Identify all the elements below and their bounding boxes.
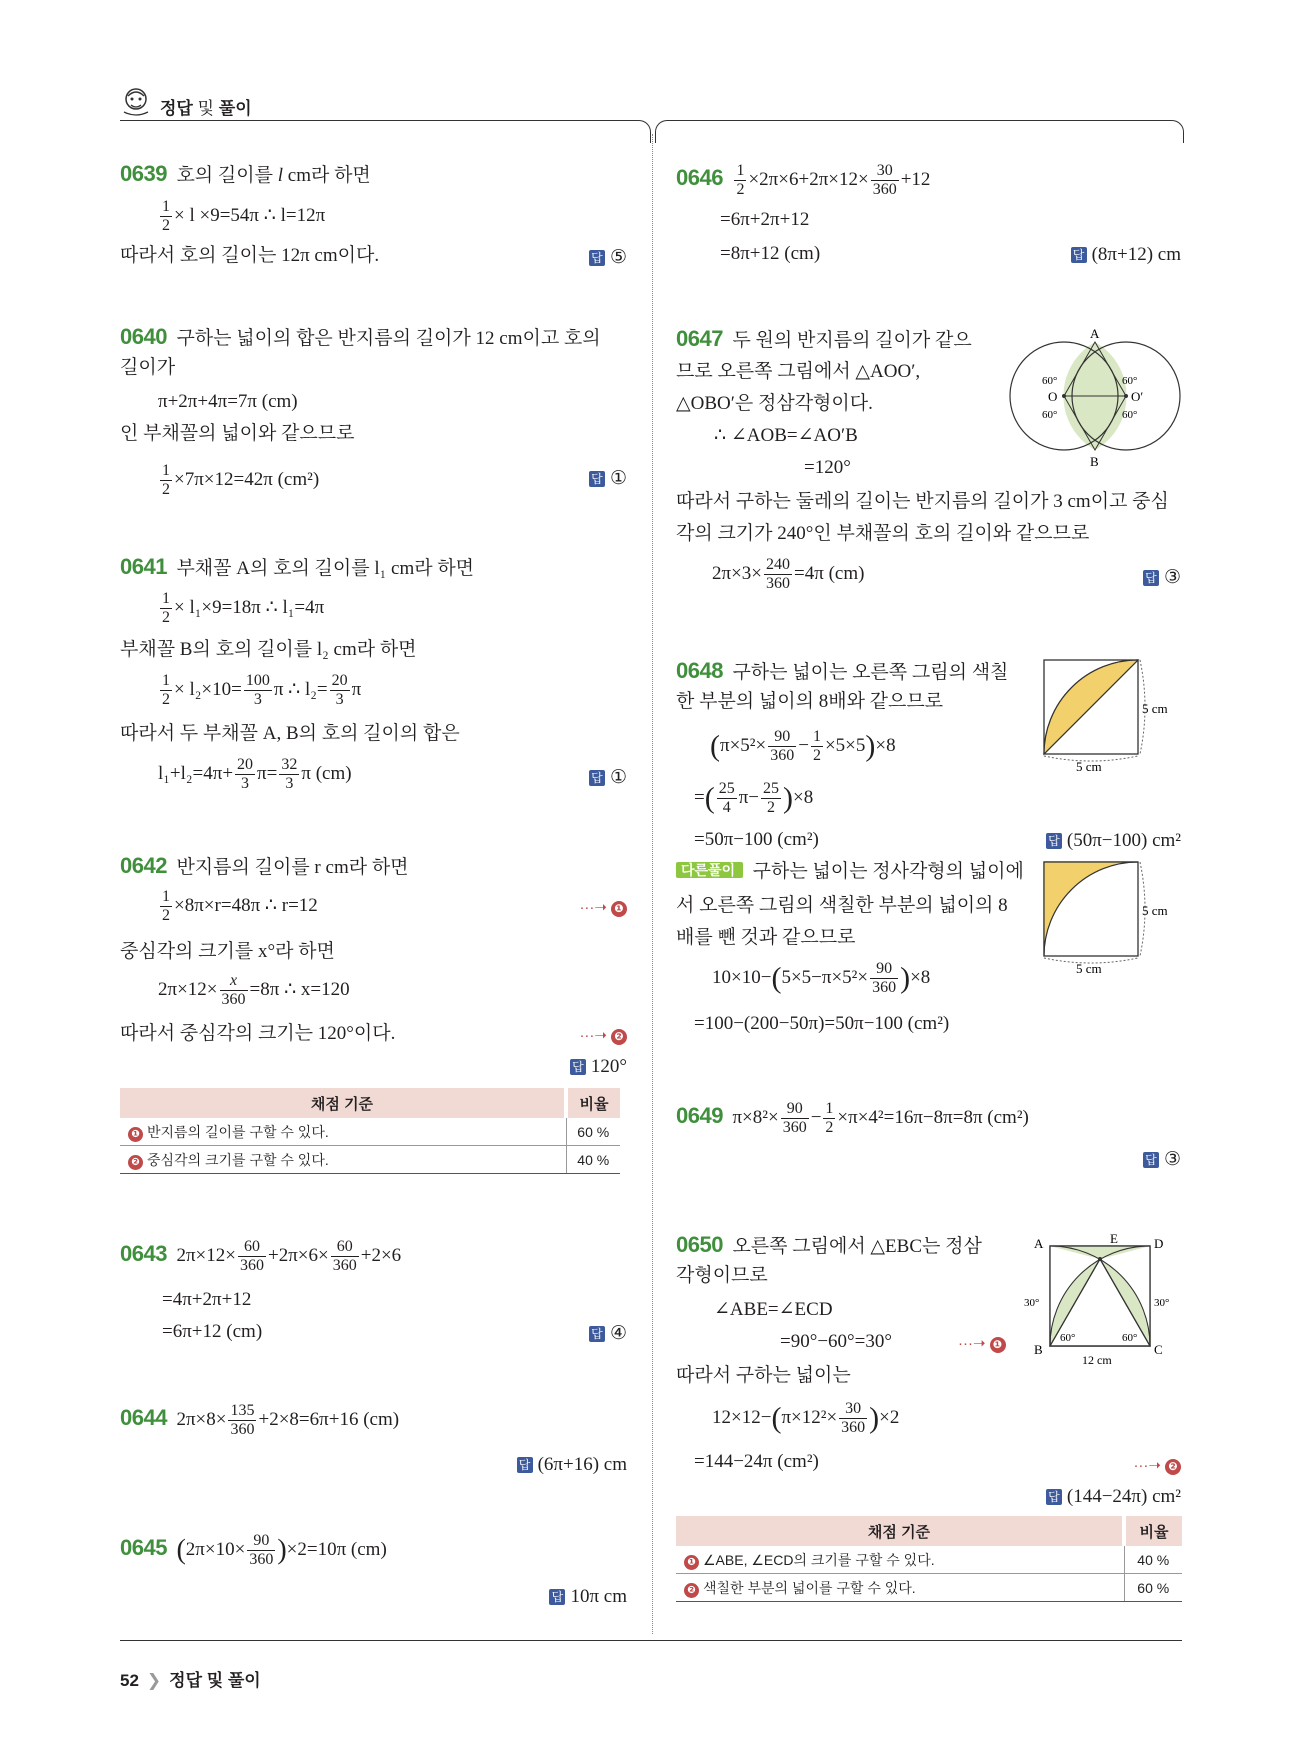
eq-0642-2: 2π×12× $\frac{x}{360}$ =8π ∴ x=120 [158, 972, 350, 1008]
column-divider [652, 134, 653, 1634]
svg-text:C: C [1154, 1342, 1163, 1357]
problem-0642: 0642 반지름의 길이를 r cm라 하면 [120, 853, 409, 878]
problem-0649: 0649 π×8²× $\frac{90}{360}$ − $\frac{1}{2}$ ×π×4²=16π−8π=8π (cm²) [676, 1100, 1029, 1136]
page-number: 52 [120, 1671, 139, 1690]
svg-text:60°: 60° [1042, 375, 1058, 387]
problem-0648: 0648 구하는 넓이는 오른쪽 그림의 색칠 [676, 658, 1009, 683]
answer-0643: 답 ④ [589, 1322, 627, 1345]
svg-text:O: O [1048, 389, 1058, 404]
svg-text:60°: 60° [1122, 1332, 1138, 1344]
answer-0640: 답 ① [589, 467, 627, 490]
svg-text:60°: 60° [1122, 409, 1138, 421]
square-figure-1 [1040, 656, 1182, 776]
problem-0647: 0647 두 원의 반지름의 길이가 같으 [676, 326, 972, 351]
answer-0650: 답 (144−24π) cm² [1046, 1486, 1181, 1508]
eq-0648-1: (π×5²× $\frac{90}{360}$ − $\frac{1}{2}$ ×5×5)×8 [710, 728, 896, 764]
eq-0648-alt-2: =100−(200−50π)=50π−100 (cm²) [694, 1013, 950, 1034]
svg-text:O′: O′ [1131, 389, 1144, 404]
svg-text:60°: 60° [1122, 375, 1138, 387]
svg-text:B: B [1090, 454, 1099, 469]
footer [120, 1666, 261, 1691]
text-0641-3: 따라서 두 부채꼴 A, B의 호의 길이의 합은 [120, 723, 460, 744]
svg-text:A: A [1034, 1236, 1044, 1251]
eq-0647-2: =120° [804, 457, 851, 478]
answer-0639: 답 ⑤ [589, 246, 627, 269]
eq-0648-alt-1: 10×10−(5×5−π×5²× $\frac{90}{360}$ )×8 [712, 960, 931, 996]
eq-0646-2: =6π+2π+12 [720, 209, 810, 230]
svg-text:12 cm: 12 cm [1082, 1353, 1112, 1367]
problem-0643: 0643 2π×12× $\frac{60}{360}$ +2π×6× $\frac{60}{360}$ +2×6 [120, 1238, 402, 1274]
answer-0641: 답 ① [589, 766, 627, 789]
svg-text:30°: 30° [1024, 1297, 1040, 1309]
text-0640-2: 길이가 [120, 357, 176, 378]
text-0647-5: 각의 크기가 240°인 부채꼴의 호의 길이와 같으므로 [676, 523, 1090, 544]
eq-0648-2: =( $\frac{25}{4}$ π− $\frac{25}{2}$ )×8 [694, 780, 814, 816]
step-marker-2: ···➝ ❷ [579, 1026, 627, 1045]
square-figure-2 [1040, 858, 1182, 978]
text-0640-3: 인 부채꼴의 넓이와 같으므로 [120, 423, 355, 444]
text-0647-4: 따라서 구하는 둘레의 길이는 반지름의 길이가 3 cm이고 중심 [676, 491, 1169, 512]
eq-0650-2: =90°−60°=30° [780, 1331, 892, 1352]
text-0648-2: 한 부분의 넓이의 8배와 같으므로 [676, 691, 944, 712]
eq-0647-1: ∴ ∠AOB=∠AO′B [714, 425, 858, 446]
svg-text:D: D [1154, 1236, 1164, 1251]
answer-0645: 답 10π cm [549, 1586, 627, 1608]
answer-0648: 답 (50π−100) cm² [1046, 830, 1181, 852]
grading-table-0650: 채점 기준 비율 ❶ ∠ABE, ∠ECD의 크기를 구할 수 있다. 40 % ❷ 색칠한 부분의 넓이를 구할 수 있다. 60 % [676, 1516, 1182, 1602]
text-0641-2: 부채꼴 B의 호의 길이를 l₂ cm라 하면 [120, 639, 417, 660]
header-title: 정답 및 풀이 [160, 99, 252, 118]
svg-text:E: E [1110, 1231, 1118, 1246]
eq-0639-1: $\frac{1}{2}$ × l ×9=54π ∴ l=12π [162, 198, 326, 234]
chevron-right-icon: ❯ [146, 1671, 162, 1690]
text-0647-3: △OBO′은 정삼각형이다. [676, 393, 873, 414]
eq-0640-1: π+2π+4π=7π (cm) [158, 391, 298, 412]
eq-0646-3: =8π+12 (cm) [720, 243, 821, 264]
svg-text:5 cm: 5 cm [1076, 961, 1102, 976]
text-0650-2: 각형이므로 [676, 1265, 768, 1286]
answer-0644: 답 (6π+16) cm [517, 1454, 627, 1476]
text-0642-3: 따라서 중심각의 크기는 120°이다. [120, 1023, 396, 1044]
step-marker-1: ···➝ ❶ [579, 898, 627, 917]
eq-0640-2: $\frac{1}{2}$ ×7π×12=42π (cm²) [162, 462, 320, 498]
alt-solution-badge: 다른풀이 [676, 862, 743, 878]
problem-0639: 0639 호의 길이를 l cm라 하면 [120, 161, 371, 186]
svg-text:60°: 60° [1042, 409, 1058, 421]
svg-text:A: A [1090, 326, 1100, 341]
eq-0647-3: 2π×3× $\frac{240}{360}$ =4π (cm) [712, 556, 865, 592]
step-marker-3: ···➝ ❶ [958, 1334, 1006, 1353]
eq-0641-2: $\frac{1}{2}$ × l₂×10= $\frac{100}{3}$ π ∴ l₂= $\frac{20}{3}$ π [162, 672, 362, 708]
eq-0648-3: =50π−100 (cm²) [694, 829, 819, 850]
problem-0644: 0644 2π×8× $\frac{135}{360}$ +2×8=6π+16 (cm) [120, 1402, 400, 1438]
alt-solution-0648: 다른풀이 구하는 넓이는 정사각형의 넓이에 [676, 862, 1024, 881]
eq-0643-2: =4π+2π+12 [162, 1289, 252, 1310]
answer-0646: 답 (8π+12) cm [1071, 244, 1181, 266]
square-arc-figure [1022, 1228, 1182, 1370]
step-marker-4: ···➝ ❷ [1133, 1456, 1181, 1475]
text-0642-2: 중심각의 크기를 x°라 하면 [120, 941, 335, 962]
problem-0645: 0645 (2π×10× $\frac{90}{360}$ )×2=10π (cm) [120, 1532, 387, 1568]
answer-0642: 답 120° [570, 1056, 627, 1078]
two-circles-figure [1008, 322, 1183, 470]
problem-0640: 0640 구하는 넓이의 합은 반지름의 길이가 12 cm이고 호의 [120, 324, 601, 349]
svg-text:B: B [1034, 1342, 1043, 1357]
svg-text:5 cm: 5 cm [1142, 903, 1168, 918]
eq-0650-3: 12×12−(π×12²× $\frac{30}{360}$ )×2 [712, 1400, 900, 1436]
text-0648-alt-2: 서 오른쪽 그림의 색칠한 부분의 넓이의 8 [676, 895, 1008, 916]
footer-title: 정답 및 풀이 [169, 1671, 261, 1690]
header-rule-right [655, 120, 1184, 143]
problem-0646: 0646 $\frac{1}{2}$ ×2π×6+2π×12× $\frac{30}{360}$ +12 [676, 162, 931, 198]
eq-0641-3: l₁+l₂=4π+ $\frac{20}{3}$ π= $\frac{32}{3}$ π (cm) [158, 756, 352, 792]
eq-0641-1: $\frac{1}{2}$ × l₁×9=18π ∴ l₁=4π [162, 590, 325, 626]
eq-0650-4: =144−24π (cm²) [694, 1451, 819, 1472]
answer-0647: 답 ③ [1143, 566, 1181, 589]
eq-0643-3: =6π+12 (cm) [162, 1321, 263, 1342]
footer-rule [120, 1640, 1182, 1641]
svg-text:5 cm: 5 cm [1076, 759, 1102, 774]
problem-0650: 0650 오른쪽 그림에서 △EBC는 정삼 [676, 1232, 982, 1257]
text-0650-3: 따라서 구하는 넓이는 [676, 1365, 851, 1386]
problem-0641: 0641 부채꼴 A의 호의 길이를 l₁ cm라 하면 [120, 554, 475, 579]
text-0648-alt-3: 배를 뺀 것과 같으므로 [676, 927, 856, 948]
header-rule-left [120, 120, 651, 143]
answer-0649: 답 ③ [1143, 1148, 1181, 1171]
eq-0642-1: $\frac{1}{2}$ ×8π×r=48π ∴ r=12 [162, 888, 318, 924]
svg-text:60°: 60° [1060, 1332, 1076, 1344]
mascot-icon [118, 86, 154, 118]
text-0639-conclusion: 따라서 호의 길이는 12π cm이다. [120, 245, 380, 266]
svg-text:30°: 30° [1154, 1297, 1170, 1309]
grading-table-0642: 채점 기준 비율 ❶ 반지름의 길이를 구할 수 있다. 60 % ❷ 중심각의 크기를 구할 수 있다. 40 % [120, 1088, 620, 1174]
eq-0650-1: ∠ABE=∠ECD [714, 1299, 833, 1320]
text-0647-2: 므로 오른쪽 그림에서 △AOO′, [676, 361, 921, 382]
svg-text:5 cm: 5 cm [1142, 701, 1168, 716]
